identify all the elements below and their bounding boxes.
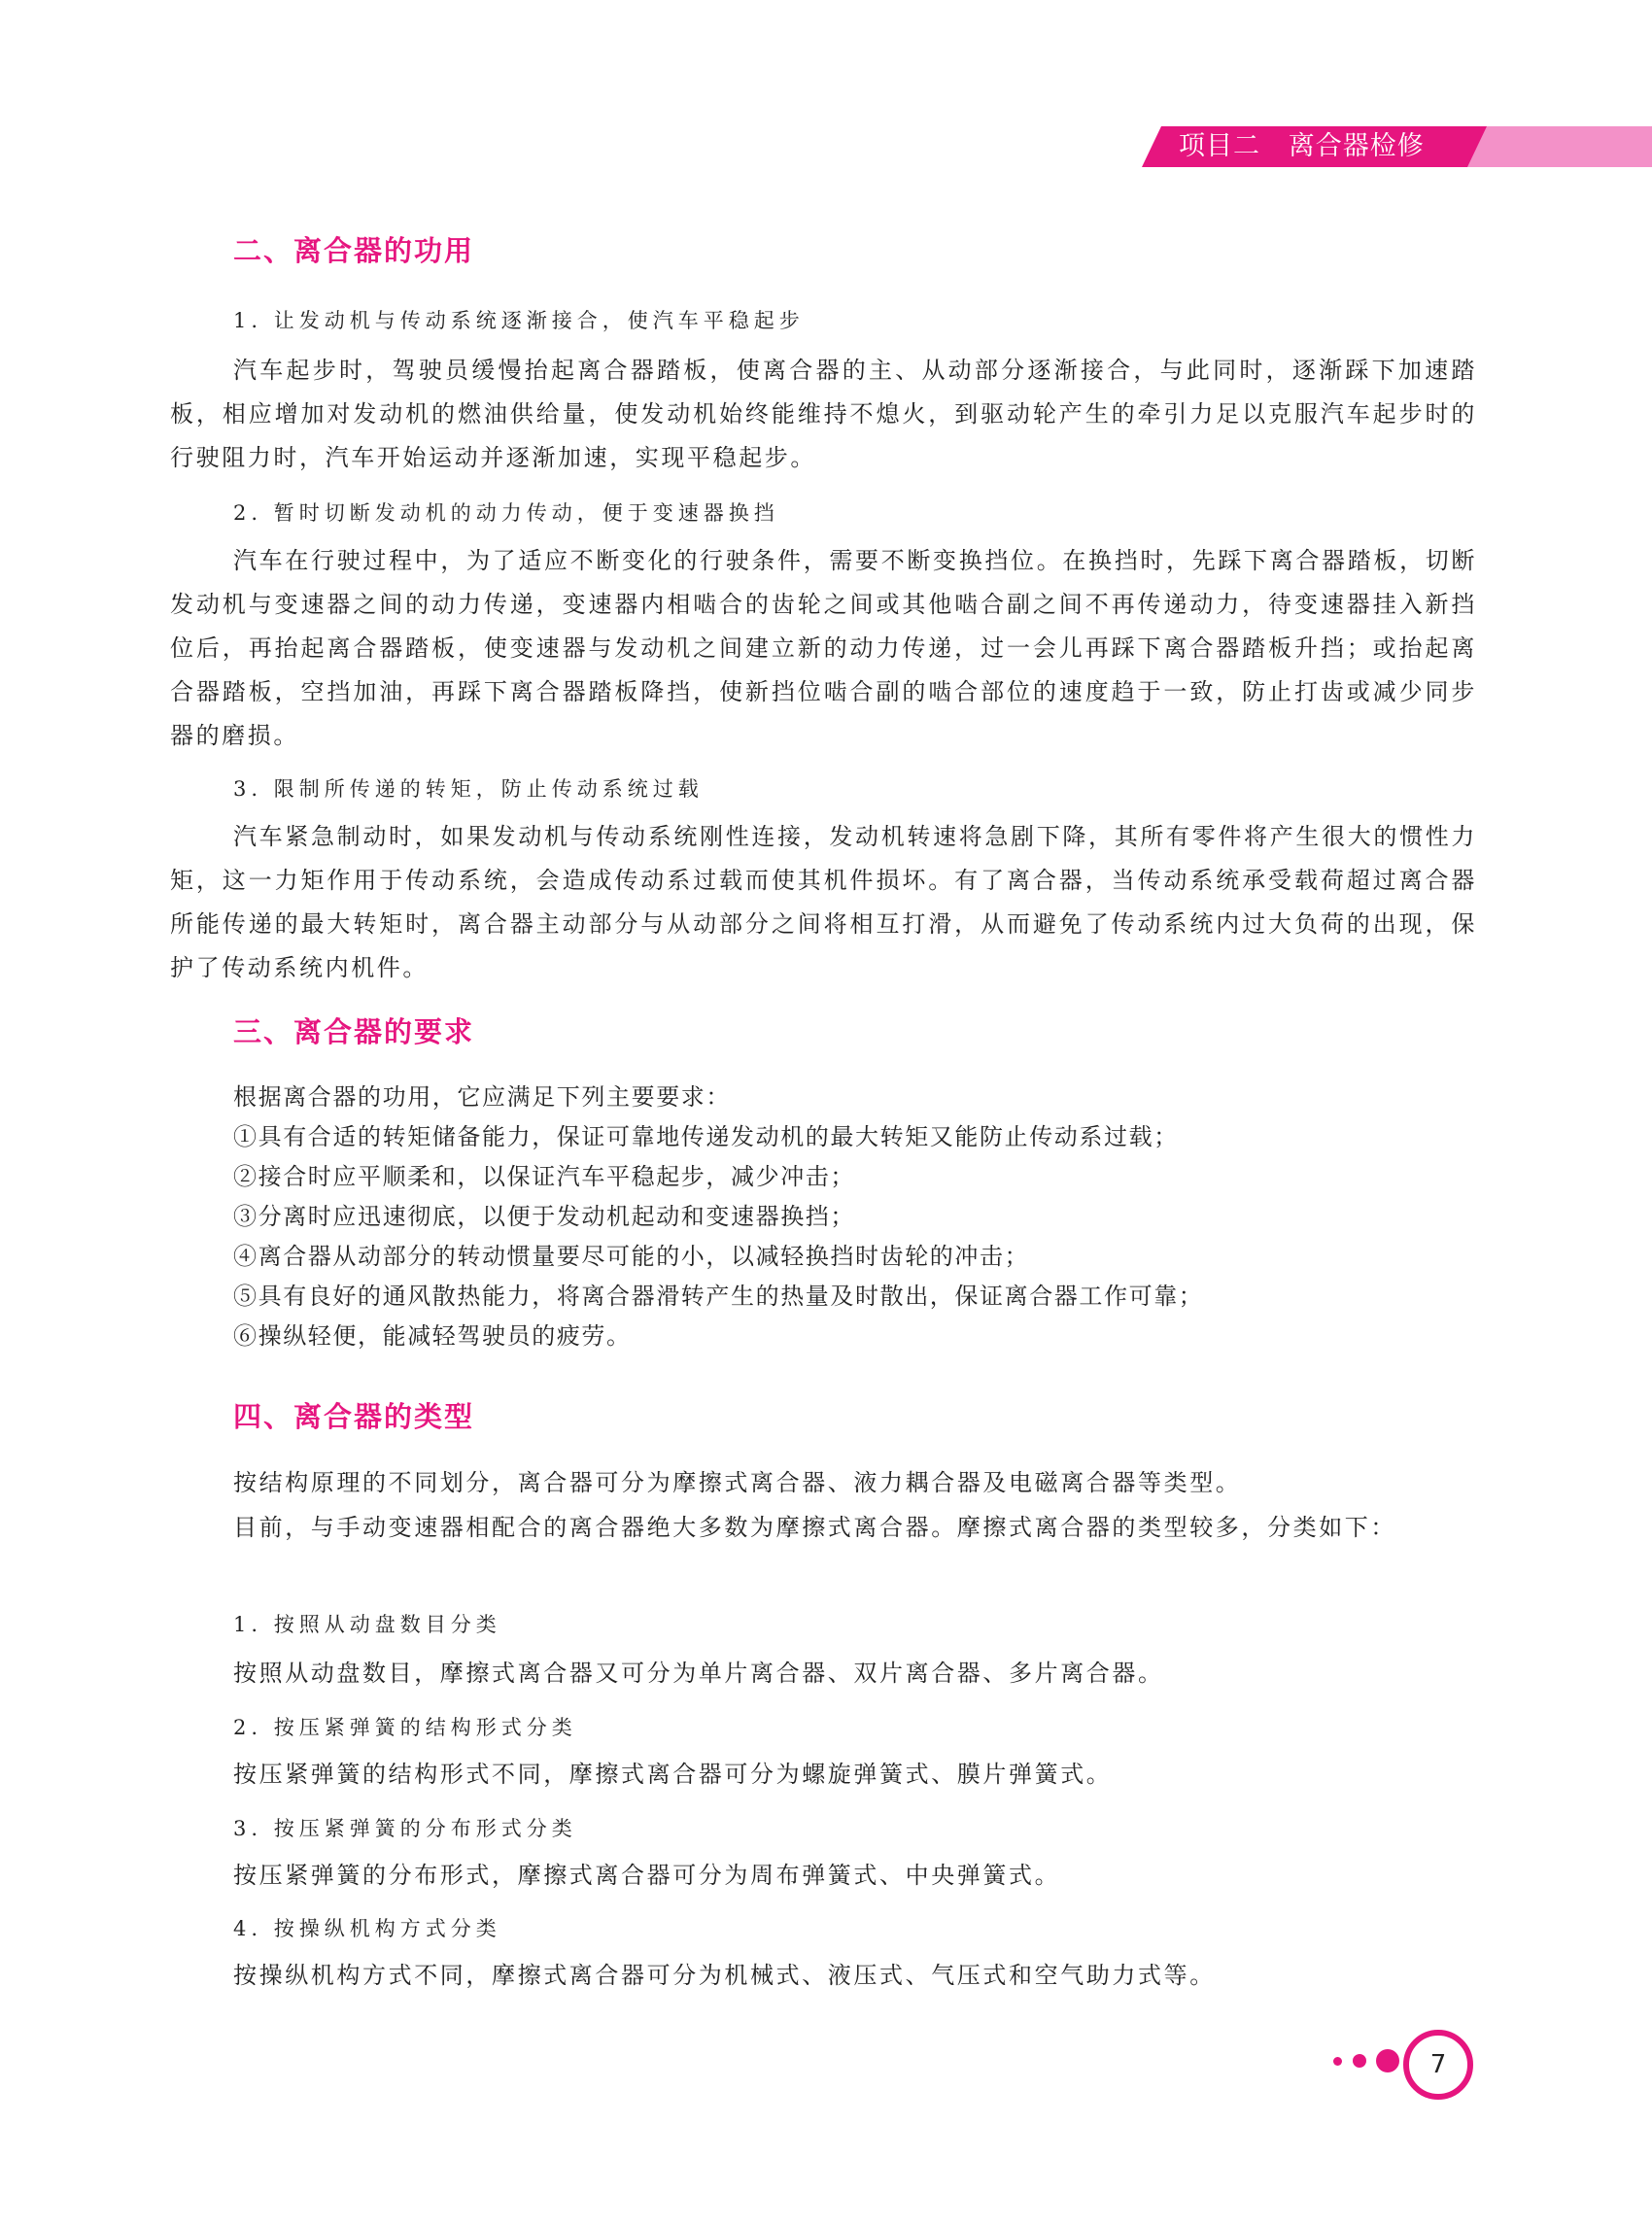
subheading-type-3: 3. 按压紧弹簧的分布形式分类: [233, 1817, 577, 1840]
paragraph-function-1: 汽车起步时，驾驶员缓慢抬起离合器踏板，使离合器的主、从动部分逐渐接合，与此同时，逐渐踩下加速踏板，相应增加对发动机的燃油供给量，使发动机始终能维持不熄火，到驱动轮产生的牵引力足以克服汽车起步时的行驶阻力时，汽车开始运动并逐渐加速，实现平稳起步。: [170, 357, 1477, 471]
requirements-intro: 根据离合器的功用，它应满足下列主要要求：: [233, 1083, 731, 1111]
requirement-item: ③分离时应迅速彻底，以便于发动机起动和变速器换挡；: [233, 1203, 855, 1230]
subheading-function-3: 3. 限制所传递的转矩，防止传动系统过载: [233, 777, 704, 801]
paragraph-function-3: 汽车紧急制动时，如果发动机与传动系统刚性连接，发动机转速将急剧下降，其所有零件将产生很大的惯性力矩，这一力矩作用于传动系统，会造成传动系过载而使其机件损坏。有了离合器，当传动系统承受载荷超过离合器所能传递的最大转矩时，离合器主动部分与从动部分之间将相互打滑，从而避免了传动系统内过大负荷的出现，保护了传动系统内机件。: [170, 823, 1477, 981]
decorative-dot-medium: [1353, 2054, 1366, 2068]
section-heading-types: 四、离合器的类型: [233, 1400, 475, 1433]
subheading-type-4: 4. 按操纵机构方式分类: [233, 1917, 501, 1940]
requirement-item: ④离合器从动部分的转动惯量要尽可能的小，以减轻换挡时齿轮的冲击；: [233, 1243, 1030, 1270]
requirement-item: ⑥操纵轻便，能减轻驾驶员的疲劳。: [233, 1322, 632, 1350]
paragraph-types-2: 目前，与手动变速器相配合的离合器绝大多数为摩擦式离合器。摩擦式离合器的类型较多，分类如下：: [233, 1514, 1396, 1541]
page-footer: [1333, 2030, 1528, 2098]
section-heading-functions: 二、离合器的功用: [233, 234, 475, 267]
section-heading-requirements: 三、离合器的要求: [233, 1015, 475, 1048]
page-number: 7: [1403, 2030, 1473, 2100]
decorative-dot-large: [1376, 2049, 1399, 2072]
text-type-1: 按照从动盘数目，摩擦式离合器又可分为单片离合器、双片离合器、多片离合器。: [233, 1660, 1164, 1687]
subheading-function-1: 1. 让发动机与传动系统逐渐接合，使汽车平稳起步: [233, 309, 805, 332]
paragraph-function-2: 汽车在行驶过程中，为了适应不断变化的行驶条件，需要不断变换挡位。在换挡时，先踩下离合器踏板，切断发动机与变速器之间的动力传递，变速器内相啮合的齿轮之间或其他啮合副之间不再传递动力，待变速器挂入新挡位后，再抬起离合器踏板，使变速器与发动机之间建立新的动力传递，过一会儿再踩下离合器踏板升挡；或抬起离合器踏板，空挡加油，再踩下离合器踏板降挡，使新挡位啮合副的啮合部位的速度趋于一致，防止打齿或减少同步器的磨损。: [170, 547, 1477, 749]
chapter-header-band: [1142, 126, 1652, 167]
requirement-item: ①具有合适的转矩储备能力，保证可靠地传递发动机的最大转矩又能防止传动系过载；: [233, 1123, 1179, 1150]
text-type-2: 按压紧弹簧的结构形式不同，摩擦式离合器可分为螺旋弹簧式、膜片弹簧式。: [233, 1761, 1113, 1788]
subheading-type-1: 1. 按照从动盘数目分类: [233, 1613, 501, 1636]
decorative-dot-small: [1333, 2057, 1342, 2066]
requirement-item: ②接合时应平顺柔和，以保证汽车平稳起步，减少冲击；: [233, 1163, 855, 1190]
text-type-4: 按操纵机构方式不同，摩擦式离合器可分为机械式、液压式、气压式和空气助力式等。: [233, 1962, 1216, 1989]
text-type-3: 按压紧弹簧的分布形式，摩擦式离合器可分为周布弹簧式、中央弹簧式。: [233, 1862, 1061, 1889]
paragraph-types-1: 按结构原理的不同划分，离合器可分为摩擦式离合器、液力耦合器及电磁离合器等类型。: [233, 1469, 1242, 1496]
chapter-title: 项目二 离合器检修: [1179, 131, 1425, 161]
requirement-item: ⑤具有良好的通风散热能力，将离合器滑转产生的热量及时散出，保证离合器工作可靠；: [233, 1283, 1204, 1310]
subheading-type-2: 2. 按压紧弹簧的结构形式分类: [233, 1716, 577, 1739]
subheading-function-2: 2. 暂时切断发动机的动力传动，便于变速器换挡: [233, 501, 779, 525]
